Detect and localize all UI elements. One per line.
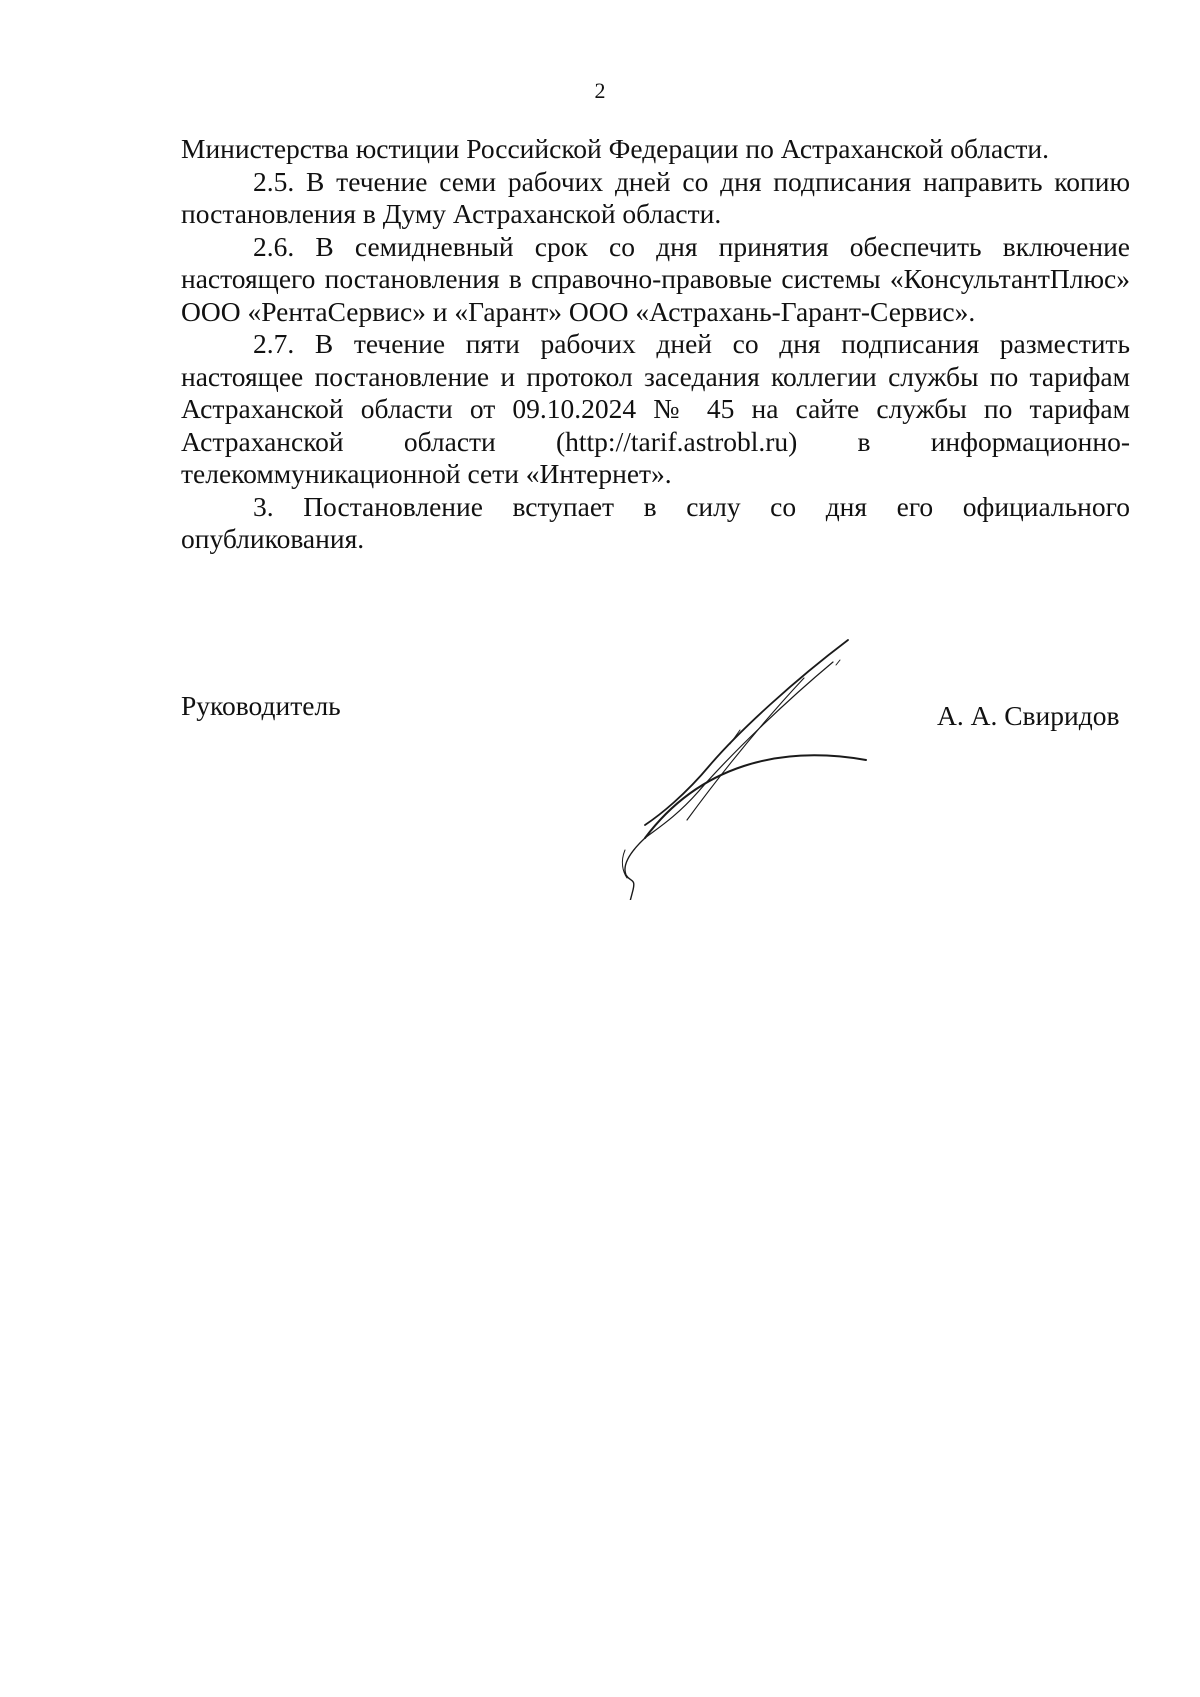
paragraph-2-6: 2.6. В семидневный срок со дня принятия обеспечить включение настоящего постановления в справочно-правовые системы «КонсультантПлюс» ООО «РентаСервис» и «Гарант» ООО «Астрахань-Гарант-Сервис». xyxy=(181,230,1130,327)
paragraph-2-5: 2.5. В течение семи рабочих дней со дня подписания направить копию постановления в Думу Астраханской области. xyxy=(181,165,1130,229)
paragraph-continuation: Министерства юстиции Российской Федерации по Астраханской области. xyxy=(181,133,1050,164)
signatory-name: А. А. Свиридов xyxy=(937,700,1120,731)
signature-block xyxy=(0,600,1200,900)
handwritten-signature xyxy=(590,620,890,900)
page-number: 2 xyxy=(594,78,606,103)
signatory-title: Руководитель xyxy=(181,690,341,721)
paragraph-2-7: 2.7. В течение пяти рабочих дней со дня подписания разместить настоящее постановление и протокол заседания коллегии службы по тарифам Астраханской области от 09.10.2024 № 45 на сайте службы по тарифам Астраханской области (http://tarif.astrobl.ru) в информационно-телекоммуникационной сети «Интернет». xyxy=(181,328,1130,489)
document-body xyxy=(181,133,1130,556)
paragraph-3: 3. Постановление вступает в силу со дня его официального опубликования. xyxy=(181,490,1130,554)
